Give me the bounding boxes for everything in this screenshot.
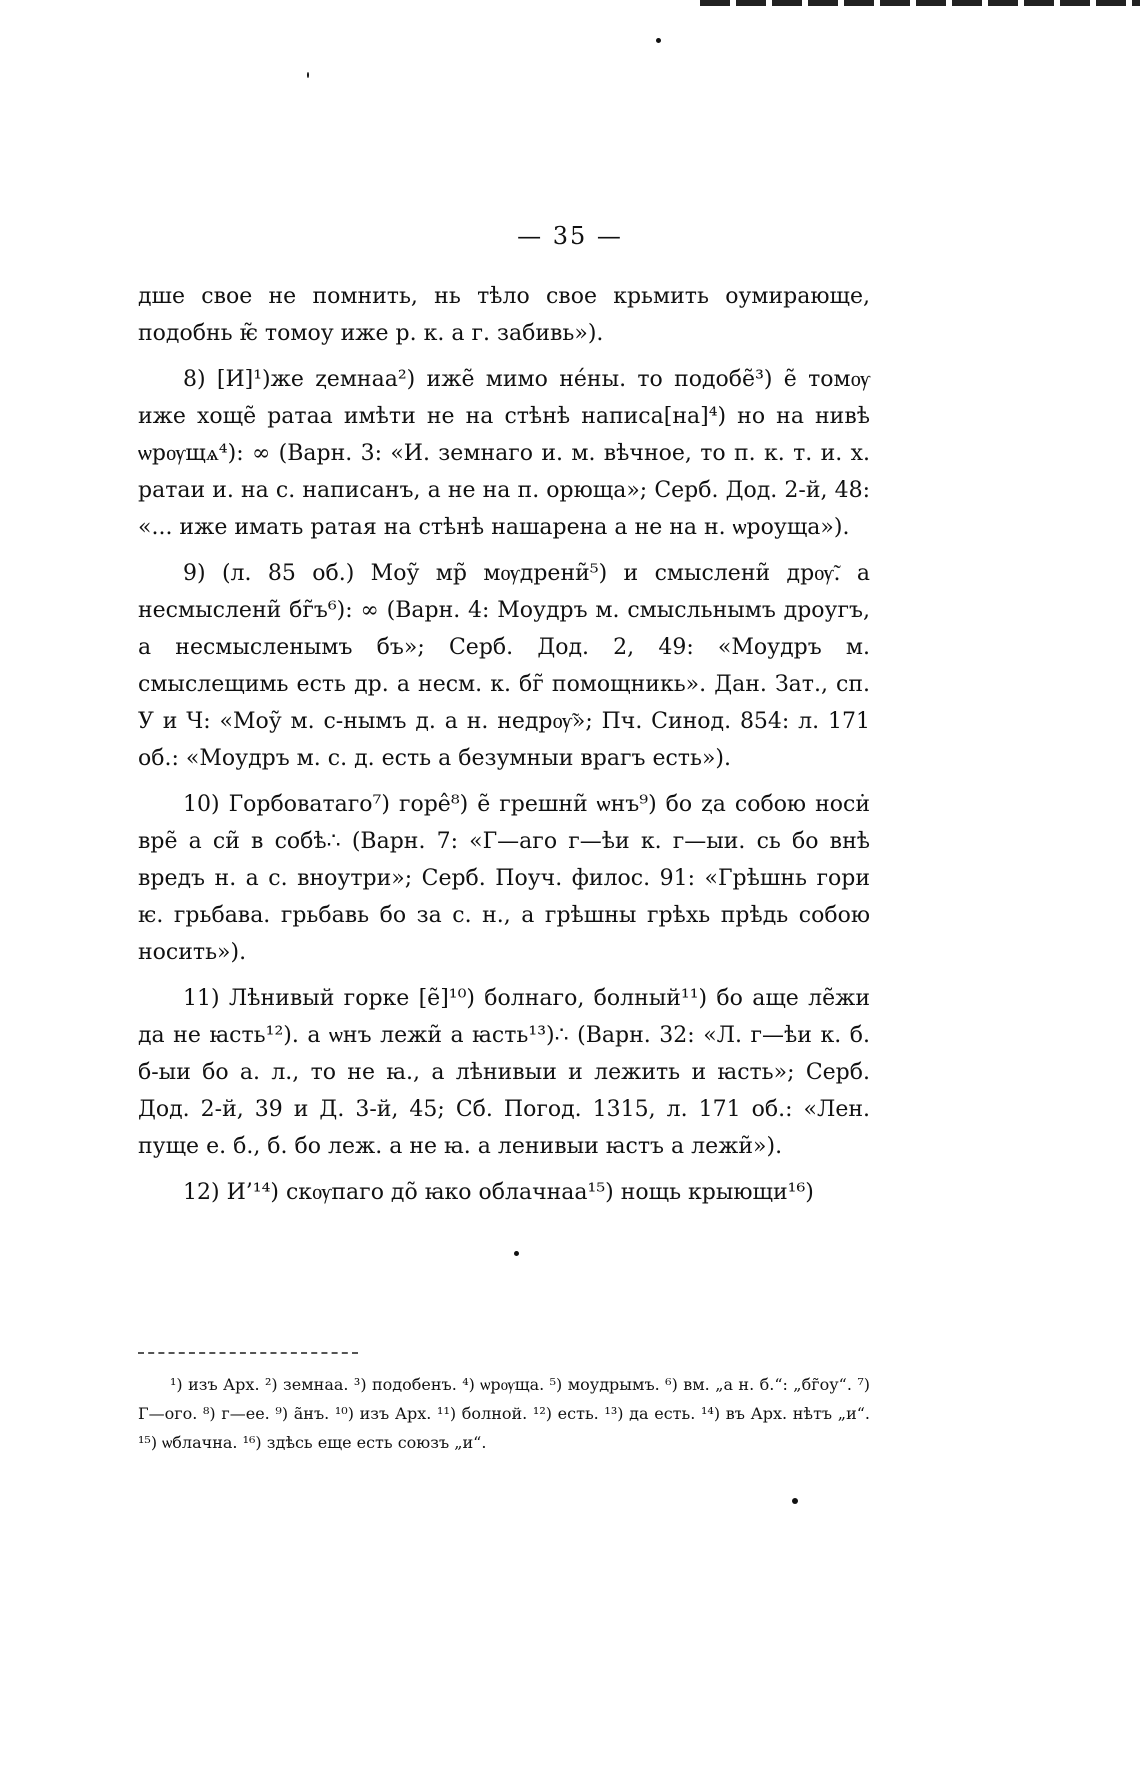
print-speck bbox=[656, 38, 661, 43]
paragraph-12: 12) И’¹⁴) скѹпаго до̃ ꙗко облачнаа¹⁵) нощь крыющи¹⁶) bbox=[183, 1180, 814, 1205]
paragraph-continuation: дше свое не помнить, нь тѣло свое крьмить оумирающе, подобнь ѥ̃ томоу иже р. к. а г. забивь»). bbox=[138, 284, 870, 346]
paragraph-9: 9) (л. 85 об.) Моу̃ мр̃ мѹдрени̃⁵) и смыслени̃ дрѹ̃. а несмыслени̃ бг̃ъ⁶): ∞ (Варн. 4: Моудръ м. смысльнымъ дроугъ, а несмысленымъ бъ»; Серб. Дод. 2, 49: «Моудръ м. смыслещимь есть др. а несм. к. бг̃ помощникь». Дан. Зат., сп. У и Ч: «Моу̃ м. с-нымъ д. а н. недрѹ̃»; Пч. Синод. 854: л. 171 об.: «Моудръ м. с. д. есть а безумныи врагъ есть»). bbox=[138, 561, 870, 771]
print-speck bbox=[307, 72, 309, 78]
print-speck bbox=[792, 1498, 798, 1504]
footnotes bbox=[138, 1370, 870, 1457]
footnote-divider bbox=[138, 1352, 358, 1354]
footnote-text: ¹) изъ Арх. ²) земнаа. ³) подобенъ. ⁴) ѡрѹща. ⁵) моудрымъ. ⁶) вм. „а н. б.“: „бг̃оу“. ⁷) Г—ого. ⁸) г—ее. ⁹) а̃нъ. ¹⁰) изъ Арх. ¹¹) болной. ¹²) есть. ¹³) да есть. ¹⁴) въ Арх. нѣтъ „и“. ¹⁵) ѡблачна. ¹⁶) здѣсь еще есть союзъ „и“. bbox=[138, 1375, 870, 1452]
print-speck bbox=[514, 1251, 519, 1256]
paragraph-11: 11) Лѣнивый горке [е̃]¹⁰) болнаго, болный¹¹) бо аще ле̃жи да не ꙗсть¹²). а ѡнъ лежи̃ а ꙗсть¹³)∴ (Варн. 32: «Л. г—ѣи к. б. б-ыи бо а. л., то не ꙗ., а лѣнивыи и лежить и ꙗсть»; Серб. Дод. 2-й, 39 и Д. 3-й, 45; Сб. Погод. 1315, л. 171 об.: «Лен. пуще е. б., б. бо леж. а не ꙗ. а ленивыи ꙗстъ а лежи̃»). bbox=[138, 986, 870, 1159]
paragraph-8: 8) [И]¹)же ⱬемнаа²) иже̃ мимо не́ны. то подобе̃³) е̃ томѹ иже хоще̃ ратаа имѣти не на стѣнѣ написа[на]⁴) но на нивѣ ѡрѹщѧ⁴): ∞ (Варн. 3: «И. земнаго и. м. вѣчное, то п. к. т. и. х. ратаи и. на с. написанъ, а не на п. орюща»; Серб. Дод. 2-й, 48: «... иже имать ратая на стѣнѣ нашарена а не на н. ѡроуща»). bbox=[138, 367, 870, 540]
page-number: — 35 — bbox=[517, 222, 623, 250]
main-text bbox=[138, 278, 870, 1220]
paragraph-10: 10) Горбоватаго⁷) горе̂⁸) е̃ грешни̃ ѡнъ⁹) бо ⱬа собою носи̇ вре̃ а си̃ в собѣ∴ (Варн. 7: «Г—аго г—ѣи к. г—ыи. сь бо внѣ вредъ н. а с. вноутри»; Серб. Поуч. филос. 91: «Грѣшнь гори ѥ. грьбава. грьбавь бо за с. н., а грѣшны грѣхь прѣдь собою носить»). bbox=[138, 792, 870, 965]
top-edge-decoration bbox=[700, 0, 1140, 6]
